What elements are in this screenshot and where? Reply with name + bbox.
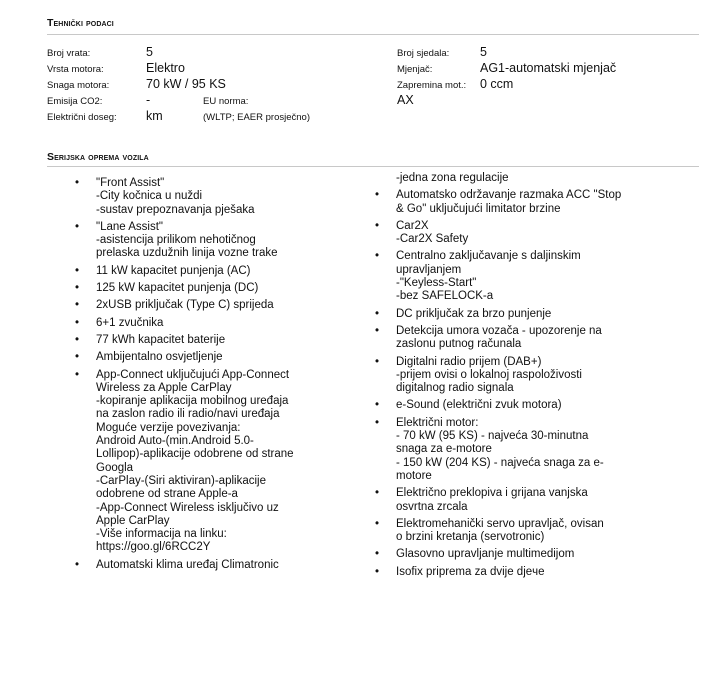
equipment-item-text: e-Sound (električni zvuk motora) — [396, 399, 562, 412]
spec-co2-label: Emisija CO2: — [47, 96, 103, 107]
bullet-icon: • — [375, 487, 380, 500]
equipment-item — [375, 416, 696, 483]
equipment-item — [375, 399, 696, 412]
bullet-icon: • — [75, 282, 80, 295]
bullet-icon: • — [375, 548, 380, 561]
spec-displacement-value: 0 ccm — [480, 77, 514, 91]
equipment-item-text: Ambijentalno osvjetljenje — [96, 351, 223, 364]
equipment-item-text: 2xUSB priključak (Type C) sprijeda — [96, 299, 274, 312]
bullet-icon: • — [75, 264, 80, 277]
equipment-item-text: Centralno zaključavanje s daljinskim upravljanjem -"Keyless-Start" -bez SAFELOCK-a — [396, 250, 581, 303]
equipment-item — [375, 565, 696, 579]
equipment-item — [75, 558, 381, 572]
bullet-icon: • — [375, 250, 380, 263]
equipment-item-text: "Front Assist" -City kočnica u nuždi -sustav prepoznavanja pješaka — [96, 177, 255, 216]
equipment-item-text: Automatsko održavanje razmaka ACC "Stop & Go" uključujući limitator brzine — [396, 189, 622, 215]
bullet-icon: • — [375, 219, 380, 232]
equipment-section-divider — [47, 166, 699, 167]
equipment-item — [75, 333, 381, 347]
spec-doors-value: 5 — [146, 45, 153, 59]
bullet-icon: • — [375, 189, 380, 202]
spec-range-value: km — [146, 109, 163, 123]
equipment-item-text: Glasovno upravljanje multimedijom — [396, 548, 575, 561]
equipment-item — [375, 487, 696, 514]
equipment-item — [375, 250, 696, 303]
equipment-item — [75, 282, 381, 295]
equipment-item-text: 125 kW kapacitet punjenja (DC) — [96, 282, 259, 295]
equipment-item — [375, 219, 696, 247]
equipment-item-text: Električni motor: - 70 kW (95 KS) - najveća 30-minutna snaga za e-motore - 150 kW (204 KS) - najveća snaga za e- motore — [396, 416, 604, 482]
bullet-icon: • — [75, 299, 80, 312]
spec-range-note: (WLTP; EAER prosječno) — [203, 112, 310, 123]
spec-seats-label: Broj sjedala: — [397, 48, 450, 59]
tech-section-title: Tehnički podaci — [47, 17, 114, 29]
equipment-item-text: Električno preklopiva i grijana vanjska osvrtna zrcala — [396, 487, 588, 513]
equipment-item — [375, 517, 696, 545]
equipment-item-text: DC priključak za brzo punjenje — [396, 307, 552, 320]
equipment-item — [75, 177, 381, 217]
equipment-item — [75, 220, 381, 261]
spec-displacement-label: Zapremina mot.: — [397, 80, 467, 91]
equipment-item — [75, 264, 381, 278]
bullet-icon: • — [375, 416, 380, 429]
equipment-item-text: Isofix priprema za dvije djeчe — [396, 565, 545, 578]
spec-gearbox-label: Mjenjač: — [397, 64, 433, 75]
spec-power-label: Snaga motora: — [47, 80, 110, 91]
bullet-icon: • — [375, 399, 380, 412]
equipment-item — [75, 351, 381, 364]
equipment-item — [375, 324, 696, 352]
bullet-icon: • — [75, 333, 80, 346]
equipment-item — [75, 316, 381, 330]
equipment-item-text: 6+1 zvučnika — [96, 316, 164, 329]
spec-co2-value: - — [146, 93, 151, 107]
equipment-continuation: -jedna zona regulacije — [396, 172, 509, 184]
equipment-list-left — [75, 177, 381, 576]
equipment-item — [375, 355, 696, 396]
bullet-icon: • — [75, 177, 80, 189]
equipment-item-text: Car2X -Car2X Safety — [396, 219, 469, 246]
bullet-icon: • — [75, 316, 80, 329]
equipment-item — [75, 299, 381, 312]
bullet-icon: • — [75, 368, 80, 381]
equipment-list-right — [375, 172, 696, 583]
spec-seats-value: 5 — [480, 45, 487, 59]
bullet-icon: • — [375, 324, 380, 337]
spec-gearbox-value: AG1-automatski mjenjač — [480, 61, 617, 75]
equipment-item-text: Automatski klima uređaj Climatronic — [96, 558, 279, 571]
spec-engine-type-label: Vrsta motora: — [47, 64, 104, 75]
equipment-item-text: Elektromehanički servo upravljač, ovisan o brzini kretanja (servotronic) — [396, 517, 604, 544]
spec-power-value: 70 kW / 95 KS — [146, 77, 226, 91]
equipment-item-text: Digitalni radio prijem (DAB+) -prijem ovisi o lokalnoj raspoloživosti digitalnog radio signala — [396, 355, 582, 395]
equipment-item — [375, 548, 696, 561]
equipment-item — [75, 368, 381, 555]
equipment-item — [375, 189, 696, 216]
bullet-icon: • — [75, 220, 80, 233]
equipment-item-text: App-Connect uključujući App-Connect Wireless za Apple CarPlay -kopiranje aplikacija mobilnog uređaja na zaslon radio ili radio/navi uređaja Moguće verzije povezivanja: Android Auto-(min.Android 5.0- Lollipop)-aplikacije odobrene od strane Googla -CarPlay-(Siri aktiviran)-aplikacije odobrene od strane Apple-a -App-Connect Wireless isključivo uz Apple CarPlay -Više informacija na linku: https://goo.gl/6RCC2Y — [96, 368, 294, 554]
equipment-item-text: Detekcija umora vozača - upozorenje na zaslonu putnog računala — [396, 324, 602, 351]
spec-eu-norm-label: EU norma: — [203, 96, 249, 107]
bullet-icon: • — [375, 307, 380, 320]
equipment-item-text: "Lane Assist" -asistencija prilikom nehotičnog prelaska uzdužnih linija vozne trake — [96, 220, 278, 260]
bullet-icon: • — [375, 355, 380, 368]
tech-section-divider — [47, 34, 699, 35]
bullet-icon: • — [375, 565, 380, 578]
bullet-icon: • — [75, 558, 80, 571]
spec-range-label: Električni doseg: — [47, 112, 117, 123]
equipment-item-text: 11 kW kapacitet punjenja (AC) — [96, 264, 251, 277]
spec-engine-type-value: Elektro — [146, 61, 185, 75]
equipment-item-text: 77 kWh kapacitet baterije — [96, 333, 226, 346]
bullet-icon: • — [75, 351, 80, 364]
equipment-item — [375, 307, 696, 321]
equipment-section-title: Serijska oprema vozila — [47, 151, 149, 163]
spec-doors-label: Broj vrata: — [47, 48, 91, 59]
spec-code-value: AX — [397, 93, 414, 107]
bullet-icon: • — [375, 517, 380, 530]
